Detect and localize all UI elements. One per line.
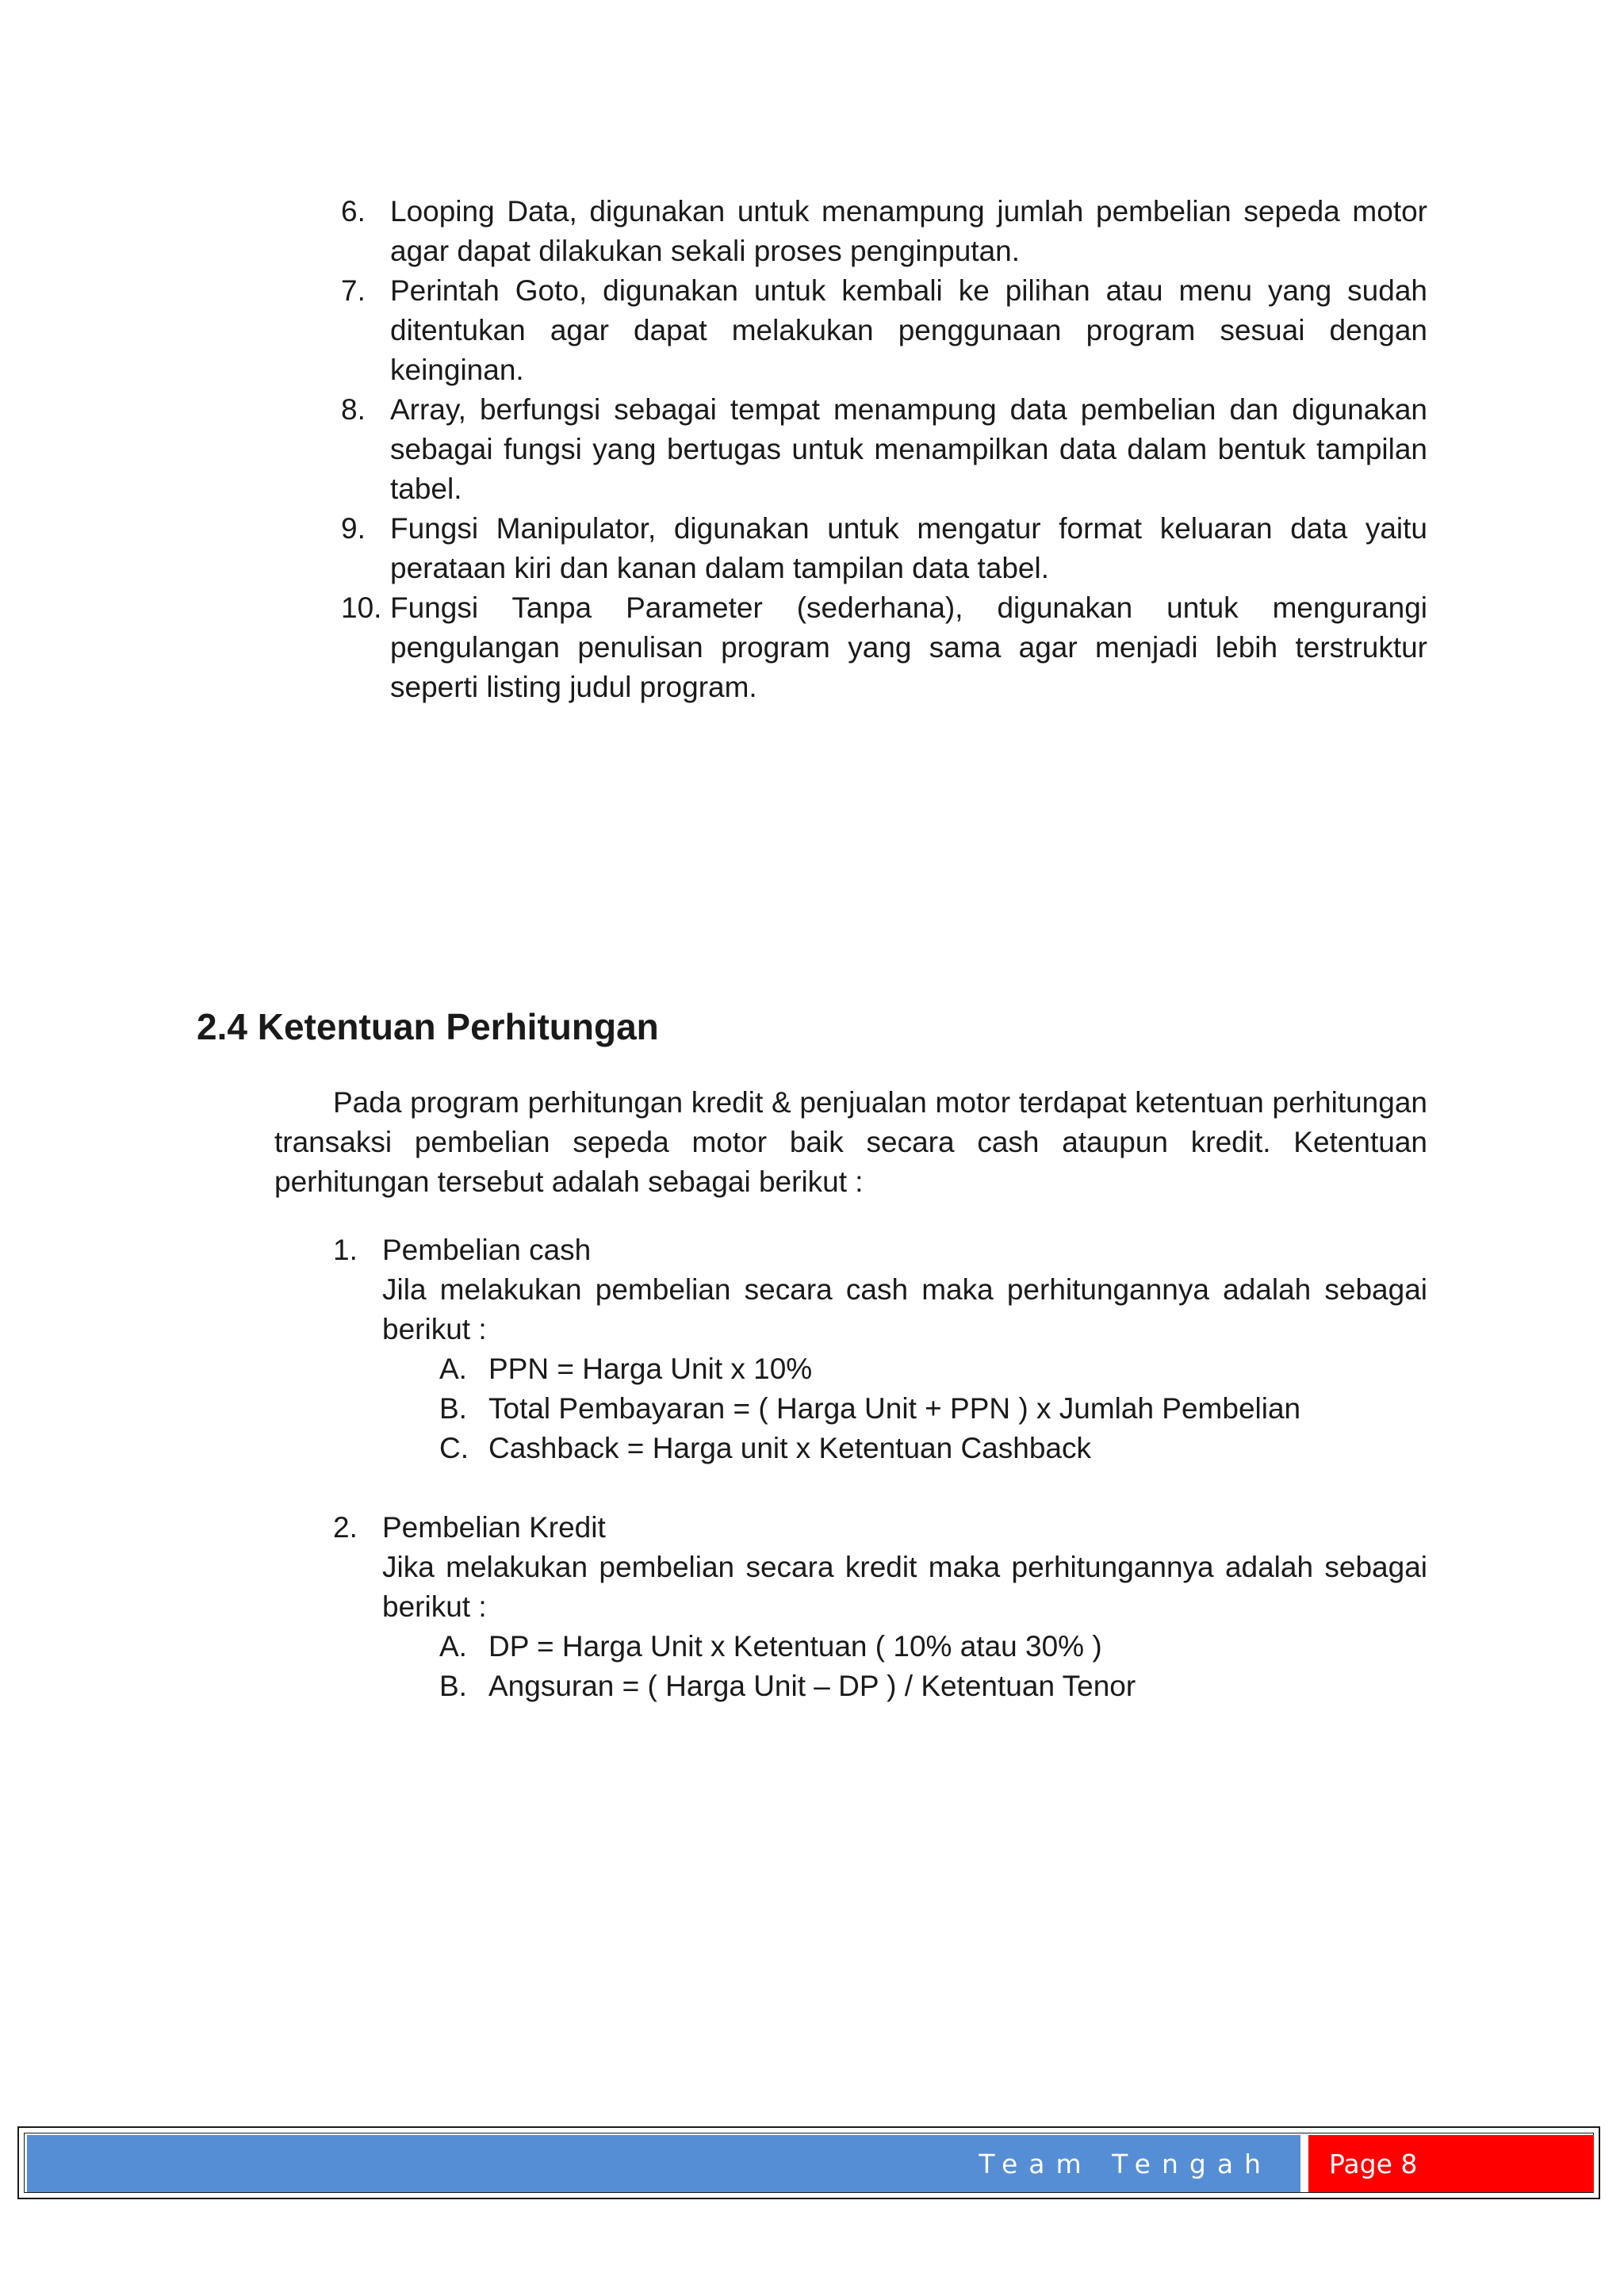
list-item-text: Fungsi Tanpa Parameter (sederhana), digunakan untuk mengurangi pengulangan penulisan program yang sama agar menjadi lebih terstruktur seperti listing judul program. — [390, 591, 1427, 703]
rule-cash — [333, 1230, 1427, 1468]
rule-title: Pembelian Kredit — [382, 1511, 606, 1544]
section-heading: 2.4 Ketentuan Perhitungan — [197, 1006, 659, 1047]
formula-letter: B. — [439, 1392, 467, 1425]
formula-item — [439, 1389, 1427, 1429]
formula-text: DP = Harga Unit x Ketentuan ( 10% atau 30% ) — [488, 1630, 1102, 1663]
rule-number: 1. — [333, 1234, 358, 1266]
formula-item — [439, 1429, 1427, 1468]
formula-letter: A. — [439, 1353, 467, 1385]
formula-text: Cashback = Harga unit x Ketentuan Cashback — [488, 1432, 1091, 1464]
section-intro: Pada program perhitungan kredit & penjualan motor terdapat ketentuan perhitungan transaksi pembelian sepeda motor baik secara cash ataupun kredit. Ketentuan perhitungan tersebut adalah sebagai berikut : — [274, 1086, 1427, 1198]
list-item — [341, 390, 1427, 509]
rule-credit — [333, 1508, 1427, 1706]
rule-heading — [333, 1230, 1427, 1270]
rule-heading — [333, 1508, 1427, 1548]
list-item — [341, 271, 1427, 390]
rule-title: Pembelian cash — [382, 1234, 592, 1266]
footer-team-name: Team Tengah — [979, 2148, 1272, 2179]
feature-list — [341, 192, 1427, 707]
formula-list — [333, 1349, 1427, 1468]
formula-text: Angsuran = ( Harga Unit – DP ) / Ketentuan Tenor — [488, 1670, 1136, 1702]
list-item-text: Array, berfungsi sebagai tempat menampung data pembelian dan digunakan sebagai fungsi yang bertugas untuk menampilkan data dalam bentuk tampilan tabel. — [390, 393, 1427, 505]
list-item — [341, 588, 1427, 707]
list-item-text: Fungsi Manipulator, digunakan untuk mengatur format keluaran data yaitu perataan kiri dan kanan dalam tampilan data tabel. — [390, 512, 1427, 584]
formula-item — [439, 1667, 1427, 1706]
formula-letter: A. — [439, 1630, 467, 1663]
list-item — [341, 509, 1427, 588]
list-item-number: 10. — [341, 591, 382, 624]
list-item-text: Looping Data, digunakan untuk menampung jumlah pembelian sepeda motor agar dapat dilakukan sekali proses penginputan. — [390, 195, 1427, 267]
formula-text: Total Pembayaran = ( Harga Unit + PPN ) x Jumlah Pembelian — [488, 1392, 1301, 1425]
formula-item — [439, 1627, 1427, 1667]
formula-text: PPN = Harga Unit x 10% — [488, 1353, 813, 1385]
list-item-text: Perintah Goto, digunakan untuk kembali ke pilihan atau menu yang sudah ditentukan agar dapat melakukan penggunaan program sesuai dengan keinginan. — [390, 274, 1427, 386]
list-item-number: 8. — [341, 393, 366, 426]
rule-description: Jila melakukan pembelian secara cash maka perhitungannya adalah sebagai berikut : — [382, 1273, 1427, 1345]
list-item — [341, 192, 1427, 271]
formula-list — [333, 1627, 1427, 1706]
rule-description: Jika melakukan pembelian secara kredit maka perhitungannya adalah sebagai berikut : — [382, 1551, 1427, 1623]
formula-letter: B. — [439, 1670, 467, 1702]
list-item-number: 9. — [341, 512, 366, 545]
formula-letter: C. — [439, 1432, 469, 1464]
footer-team-bar — [27, 2135, 1300, 2192]
footer-page-box — [1308, 2135, 1594, 2192]
formula-item — [439, 1349, 1427, 1389]
rule-number: 2. — [333, 1511, 358, 1544]
list-item-number: 6. — [341, 195, 366, 228]
page-number: Page 8 — [1329, 2148, 1418, 2179]
list-item-number: 7. — [341, 274, 366, 307]
